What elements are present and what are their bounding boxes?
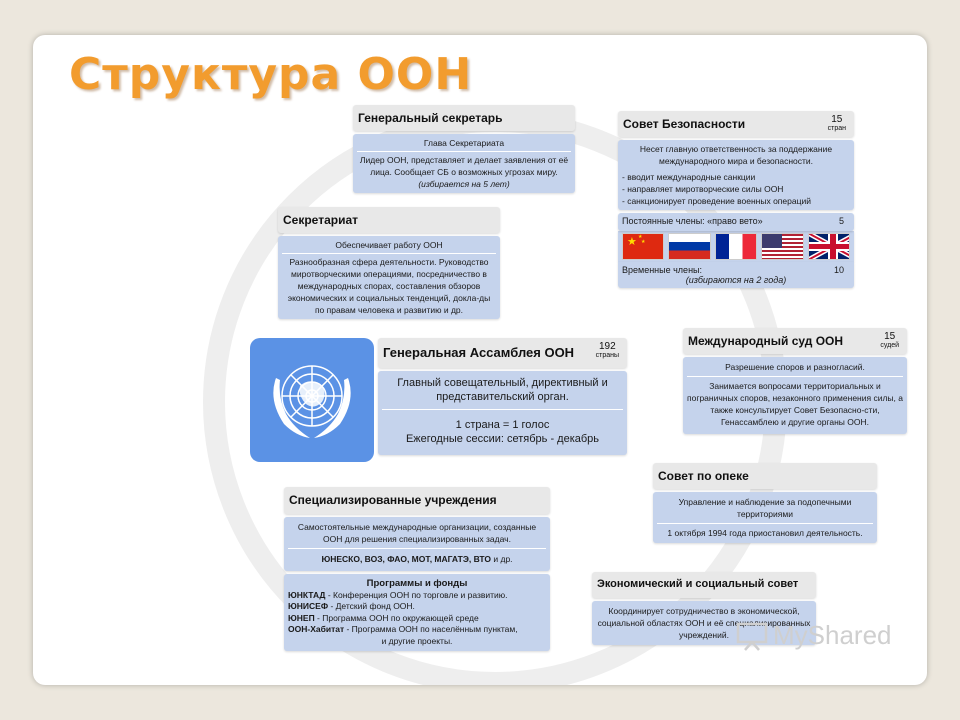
specialized-list-bold: ЮНЕСКО, ВОЗ, ФАО, МОТ, МАГАТЭ, ВТО	[321, 554, 492, 564]
myshared-logo	[735, 620, 892, 651]
presentation-icon	[735, 621, 769, 651]
court-role: Разрешение споров и разногласий.	[687, 361, 903, 377]
trustee-role: Управление и наблюдение за подопечными территориями	[657, 496, 873, 524]
program-text: - Конференция ООН по торговле и развитию.	[325, 589, 508, 600]
programs-tail: и другие проекты.	[381, 635, 453, 646]
trustee-body	[653, 492, 877, 543]
assembly-vote: 1 страна = 1 голос	[455, 419, 550, 431]
security-count	[828, 115, 846, 132]
program-item	[288, 590, 546, 602]
court-header-label: Международный суд ООН	[688, 334, 844, 348]
court-count-number: 15	[884, 331, 896, 342]
security-item: - вводит международные санкции	[622, 172, 756, 182]
assembly-header-label: Генеральная Ассамблея ООН	[383, 345, 575, 360]
un-emblem	[250, 338, 374, 462]
court-desc: Занимается вопросами территориальных и пограничных споров, незаконного применения силы, а также консультирует Совет Безопаснo-сти, Генассамблею и другие органы ООН.	[687, 381, 903, 427]
usa-flag-icon	[761, 233, 803, 260]
assembly-box	[378, 338, 627, 455]
china-flag-icon: ★ ★ ★	[622, 233, 664, 260]
trustee-box	[653, 463, 877, 543]
security-item: - санкционирует проведение военных операций	[622, 196, 811, 206]
specialized-body	[284, 517, 550, 571]
programs-title: Программы и фонды	[366, 578, 468, 589]
russia-flag-icon	[668, 233, 710, 260]
uk-flag-icon	[808, 233, 850, 260]
un-emblem-icon	[250, 338, 374, 462]
program-item	[288, 624, 546, 636]
security-permanent-row	[618, 213, 854, 231]
assembly-count-unit: страны	[595, 352, 619, 359]
security-desc: Несет главную ответственность за поддержание международного мира и безопасности.	[639, 144, 833, 166]
program-text: - Детский фонд ООН.	[328, 601, 415, 611]
trustee-note: 1 октября 1994 года приостановил деятельность.	[667, 528, 863, 538]
program-name: ООН-Хабитат	[288, 624, 345, 634]
security-body	[618, 140, 854, 210]
gensec-role: Глава Секретариата	[357, 137, 571, 152]
assembly-body	[378, 371, 627, 455]
program-item	[288, 613, 546, 625]
program-name: ЮНИСЕФ	[288, 601, 329, 611]
secretariat-desc: Разнообразная сфера деятельности. Руководство миротворческими операциями, посредничество в международных спорах, составления обзоров экономических и социальных тенденций, докла-ды по правам человека и развитию и др.	[287, 257, 491, 315]
ecosoc-header: Экономический и социальный совет	[592, 572, 816, 598]
security-count-number: 15	[831, 114, 843, 125]
court-header	[683, 328, 907, 354]
france-flag-icon	[715, 233, 757, 260]
specialized-list-rest: и др.	[491, 554, 513, 564]
program-name: ЮНЕП	[288, 612, 315, 623]
security-header	[618, 111, 854, 137]
security-item: - направляет миротворческие силы ООН	[622, 184, 784, 194]
secretariat-role: Обеспечивает работу ООН	[282, 239, 496, 254]
secretariat-box	[278, 207, 500, 319]
logo-text-my: My	[773, 620, 808, 650]
assembly-header	[378, 338, 627, 368]
page-title: Структура ООН	[69, 49, 473, 100]
gensec-box	[353, 105, 575, 193]
specialized-desc: Самостоятельные международные организации, созданные ООН для решения специализированных задач.	[288, 521, 546, 549]
security-temporary-row	[618, 262, 854, 288]
gensec-term: (избирается на 5 лет)	[418, 179, 510, 189]
security-temporary-term: (избираются на 2 года)	[685, 275, 787, 285]
ecosoc-desc: Координирует сотрудничество в экономической, социальной областях ООН и её специализированных учреждений.	[597, 606, 811, 640]
specialized-box	[284, 487, 550, 651]
programs-body	[284, 574, 550, 651]
trustee-header: Совет по опеке	[653, 463, 877, 489]
gensec-desc: Лидер ООН, представляет и делает заявления от её лица. Сообщает СБ о возможных угрозах миру.	[359, 155, 569, 177]
program-text: - Программа ООН по населённым пунктам,	[344, 624, 518, 634]
assembly-desc: Главный совещательный, директивный и представительский орган.	[382, 376, 623, 410]
assembly-count	[596, 342, 619, 359]
assembly-sessions: Ежегодные сессии: сетябрь - декабрь	[405, 433, 600, 445]
court-count-unit: судей	[880, 342, 899, 349]
secretariat-header: Секретариат	[278, 207, 500, 233]
gensec-header: Генеральный секретарь	[353, 105, 575, 131]
security-flags	[618, 231, 854, 262]
program-text: - Программа ООН по окружающей среде	[314, 612, 479, 623]
court-box	[683, 328, 907, 434]
security-box	[618, 111, 854, 288]
assembly-count-number: 192	[598, 341, 616, 352]
security-permanent-count: 5	[838, 216, 844, 226]
logo-text-shared: Shared	[807, 620, 892, 650]
court-count	[880, 332, 899, 349]
slide	[33, 35, 927, 685]
court-body	[683, 357, 907, 434]
security-temporary-count: 10	[833, 265, 844, 275]
security-permanent-label: Постоянные члены: «право вето»	[622, 216, 763, 226]
security-count-unit: стран	[827, 125, 846, 132]
program-item	[288, 601, 546, 613]
gensec-body	[353, 134, 575, 193]
specialized-list	[288, 553, 546, 567]
security-temporary-label: Временные члены:	[622, 265, 703, 275]
secretariat-body	[278, 236, 500, 319]
specialized-header: Специализированные учреждения	[284, 487, 550, 514]
security-header-label: Совет Безопасности	[623, 117, 746, 131]
program-name: ЮНКТАД	[288, 589, 326, 600]
